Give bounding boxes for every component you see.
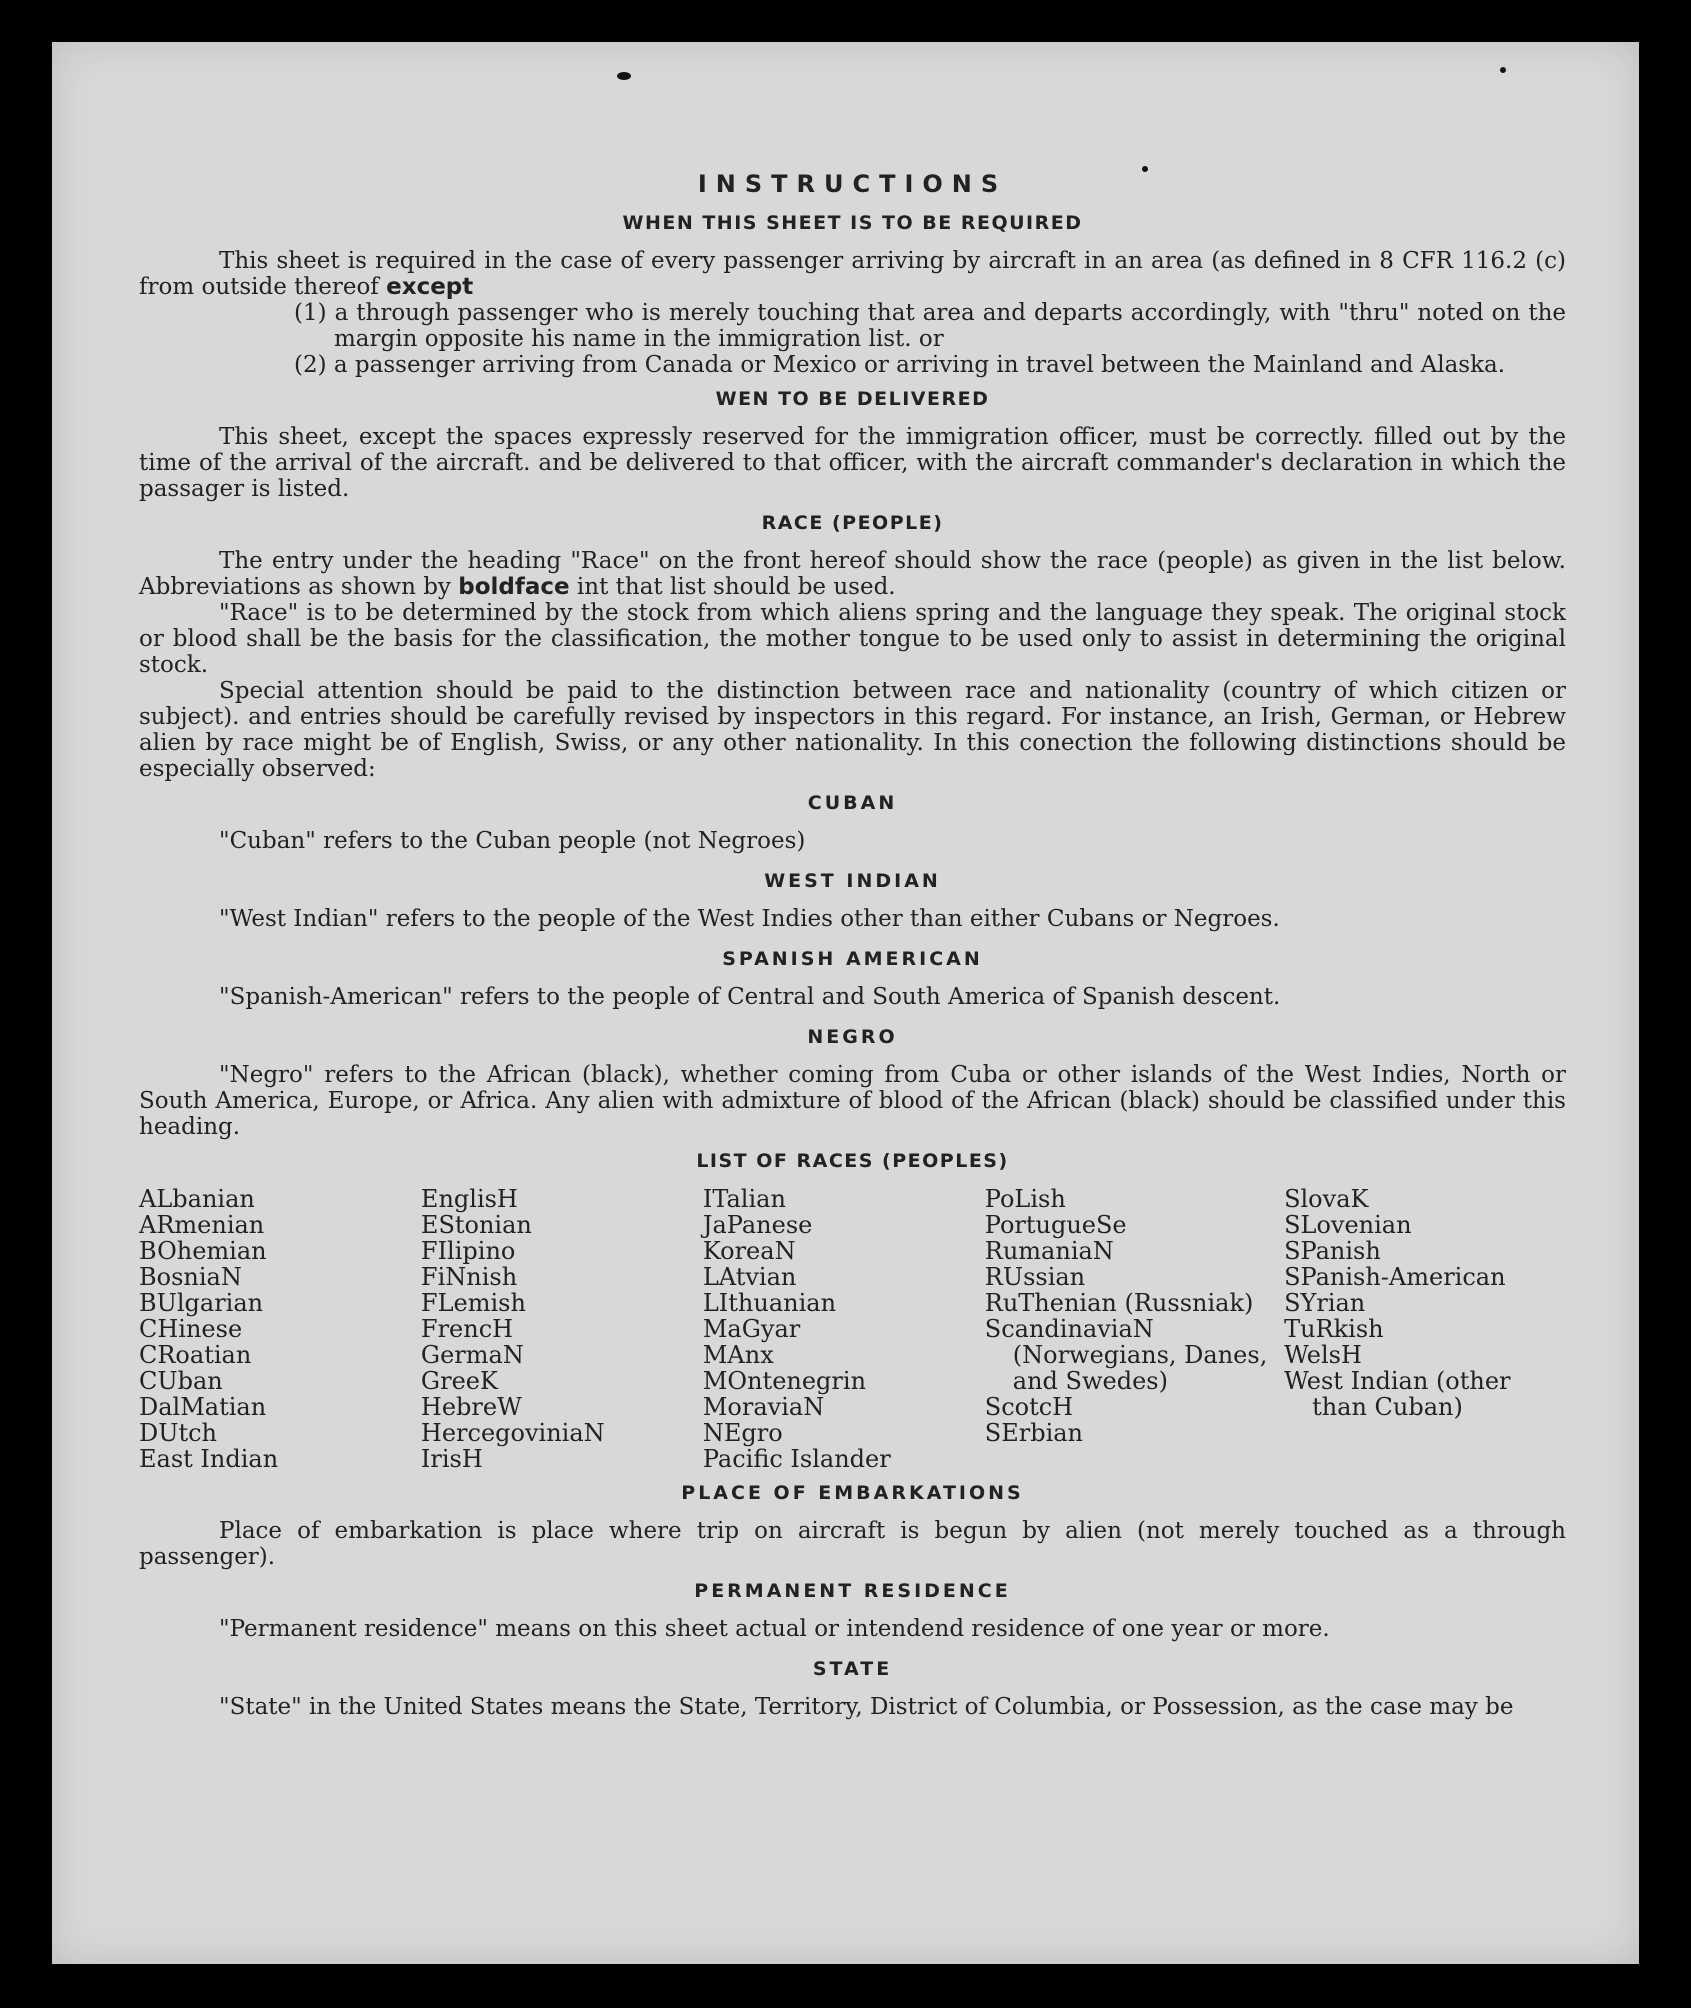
race-item: HebreW [420, 1393, 522, 1421]
cuban-text: "Cuban" refers to the Cuban people (not Negroes) [219, 828, 806, 854]
race-item: Pacific Islander [702, 1445, 891, 1473]
heading-negro: NEGRO [807, 1026, 898, 1048]
race-item: NEgro [702, 1419, 783, 1447]
heading-list-of-races: LIST OF RACES (PEOPLES) [696, 1150, 1009, 1172]
race-item: GermaN [420, 1341, 524, 1369]
heading-race: RACE (PEOPLE) [761, 512, 944, 534]
race-item: FiNnish [420, 1263, 518, 1291]
race-item: ARmenian [139, 1211, 265, 1239]
race-item: ALbanian [139, 1185, 255, 1213]
race-item: BOhemian [139, 1237, 267, 1265]
heading-when-required: WHEN THIS SHEET IS TO BE REQUIRED [622, 212, 1083, 234]
when-delivered-text: This sheet, except the spaces expressly reserved for the immigration officer, must be correctly. filled out by the time of the arrival of the aircraft. and be delivered to that officer, with the aircraft commander's declaration in which the passager is listed. [139, 424, 1566, 502]
race-item: MOntenegrin [702, 1367, 867, 1395]
race-item: FIlipino [420, 1237, 516, 1265]
spanish-american-text: "Spanish-American" refers to the people of Central and South America of Spanish descent. [219, 984, 1281, 1010]
races-column-2 [421, 1186, 703, 1472]
race-item: LAtvian [702, 1263, 797, 1291]
page-title: INSTRUCTIONS [697, 170, 1008, 198]
exception-item-1: (1) a through passenger who is merely touching that area and departs accordingly, with "thru" noted on the margin opposite his name in the immigration list. or [294, 300, 1566, 352]
race-item: MAnx [702, 1341, 774, 1369]
boldface-bold: boldface [458, 574, 570, 600]
heading-cuban: CUBAN [807, 792, 898, 814]
exception-item-2: (2) a passenger arriving from Canada or Mexico or arriving in travel between the Mainland and Alaska. [294, 352, 1506, 378]
ink-blot [617, 72, 631, 80]
race-item: RuThenian (Russniak) [984, 1289, 1254, 1317]
ink-speck [1500, 67, 1506, 73]
race-item: BUlgarian [139, 1289, 264, 1317]
west-indian-text: "West Indian" refers to the people of the West Indies other than either Cubans or Negroes. [219, 906, 1280, 932]
race-item: MoraviaN [702, 1393, 825, 1421]
race-item: TuRkish [1284, 1315, 1384, 1343]
race-item: SlovaK [1284, 1185, 1369, 1213]
heading-place-of-embarkation: PLACE OF EMBARKATIONS [681, 1482, 1024, 1504]
race-item: West Indian (other than Cuban) [1284, 1367, 1511, 1421]
instructions-body [139, 170, 1566, 1720]
race-item: PortugueSe [984, 1211, 1127, 1239]
race-item: SPanish [1284, 1237, 1381, 1265]
race-item: ITalian [702, 1185, 786, 1213]
heading-when-delivered: WEN TO BE DELIVERED [715, 388, 990, 410]
race-item: DUtch [139, 1419, 218, 1447]
race-item: ScotcH [984, 1393, 1074, 1421]
race-item: SErbian [984, 1419, 1084, 1447]
race-item: IrisH [420, 1445, 483, 1473]
when-required-intro: This sheet is required in the case of every passenger arriving by aircraft in an area (as defined in 8 CFR 116.2 (c) from outside thereof except [139, 248, 1566, 300]
race-paragraph-1: The entry under the heading "Race" on the front hereof should show the race (people) as given in the list below. Abbreviations as shown by boldface int that list should be used. [139, 548, 1566, 600]
except-bold: except [386, 274, 474, 300]
residence-text: "Permanent residence" means on this sheet actual or intendend residence of one year or more. [219, 1616, 1330, 1642]
embarkation-text: Place of embarkation is place where trip on aircraft is begun by alien (not merely touched as a through passenger). [139, 1518, 1566, 1570]
race-item: KoreaN [702, 1237, 796, 1265]
race-item: CHinese [139, 1315, 243, 1343]
heading-permanent-residence: PERMANENT RESIDENCE [694, 1580, 1011, 1602]
race-item: RumaniaN [984, 1237, 1114, 1265]
race-item: CRoatian [139, 1341, 252, 1369]
race-item: JaPanese [702, 1211, 813, 1239]
race-paragraph-2: "Race" is to be determined by the stock from which aliens spring and the language they speak. The original stock or blood shall be the basis for the classification, the mother tongue to be used only to assist in determining the original stock. [139, 600, 1566, 678]
races-column-5 [1284, 1186, 1566, 1472]
race-item: BosniaN [139, 1263, 242, 1291]
race-item: ScandinaviaN (Norwegians, Danes, and Swedes) [984, 1315, 1268, 1395]
race-item: SYrian [1284, 1289, 1366, 1317]
races-table [139, 1186, 1566, 1472]
race-item: EStonian [420, 1211, 532, 1239]
race-item: SLovenian [1284, 1211, 1412, 1239]
race-item: LIthuanian [702, 1289, 837, 1317]
race-item: East Indian [139, 1445, 279, 1473]
races-column-1 [139, 1186, 421, 1472]
negro-text: "Negro" refers to the African (black), whether coming from Cuba or other islands of the West Indies, North or South America, Europe, or Africa. Any alien with admixture of blood of the African (black) should be classified under this heading. [139, 1062, 1566, 1140]
heading-state: STATE [812, 1658, 893, 1680]
race-item: MaGyar [702, 1315, 801, 1343]
race-item: FrencH [420, 1315, 514, 1343]
race-item: WelsH [1284, 1341, 1362, 1369]
race-item: EnglisH [420, 1185, 518, 1213]
race-item: RUssian [984, 1263, 1086, 1291]
race-item: SPanish-American [1284, 1263, 1506, 1291]
race-paragraph-3: Special attention should be paid to the distinction between race and nationality (country of which citizen or subject). and entries should be carefully revised by inspectors in this regard. For instance, an Irish, German, or Hebrew alien by race might be of English, Swiss, or any other nationality. In this conection the following distinctions should be especially observed: [139, 678, 1566, 782]
heading-west-indian: WEST INDIAN [764, 870, 941, 892]
race-item: GreeK [420, 1367, 498, 1395]
document-page [52, 42, 1639, 1964]
race-item: PoLish [984, 1185, 1066, 1213]
race-item: DalMatian [139, 1393, 267, 1421]
races-column-3 [703, 1186, 985, 1472]
race-item: HercegoviniaN [420, 1419, 605, 1447]
race-item: CUban [139, 1367, 223, 1395]
races-column-4 [985, 1186, 1284, 1472]
state-text: "State" in the United States means the State, Territory, District of Columbia, or Possession, as the case may be [219, 1694, 1514, 1720]
race-item: FLemish [420, 1289, 526, 1317]
heading-spanish-american: SPANISH AMERICAN [722, 948, 983, 970]
